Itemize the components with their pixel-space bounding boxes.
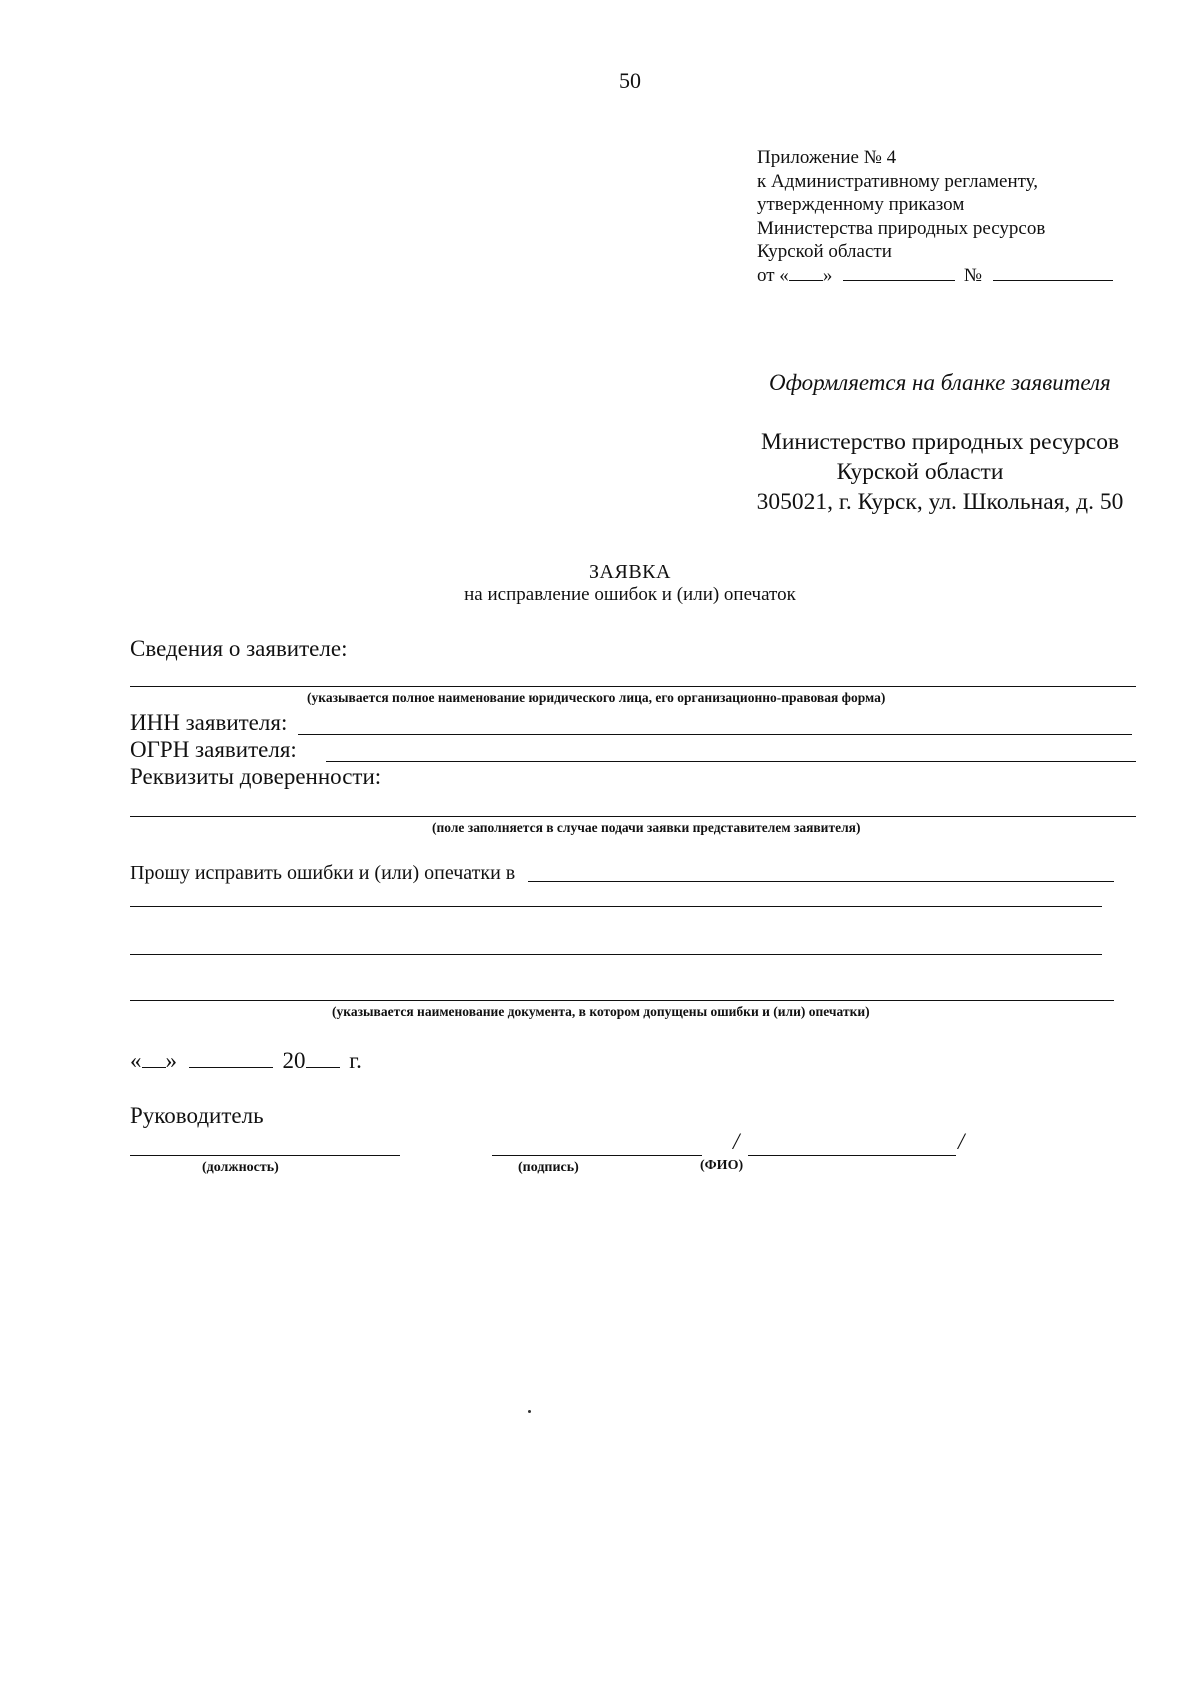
power-of-attorney-hint: (поле заполняется в случае подачи заявки представителем заявителя) [432,820,861,835]
letterhead-note: Оформляется на бланке заявителя [769,370,1111,395]
signature-hint: (подпись) [518,1160,579,1175]
ogrn-field[interactable] [326,761,1136,762]
date-mid: » [822,264,833,286]
appendix-block [757,146,1113,287]
date-year-suffix: г. [349,1048,362,1073]
document-title: ЗАЯВКА [589,561,671,583]
appendix-line-5: Курской области [757,241,892,262]
addressee-line-1: Министерство природных ресурсов [760,429,1120,455]
fio-slash-left: / [733,1129,740,1154]
signature-field[interactable] [492,1155,702,1156]
page-number: 50 [619,68,641,93]
request-field-3[interactable] [130,954,1102,955]
month-blank[interactable] [843,264,955,281]
date-day-blank[interactable] [142,1049,166,1068]
power-of-attorney-field[interactable] [130,816,1136,817]
addressee-line-2: Курской области [836,459,1004,485]
power-of-attorney-label: Реквизиты доверенности: [130,764,382,789]
fio-slash-right: / [958,1129,965,1154]
document-subtitle: на исправление ошибок и (или) опечаток [464,584,796,605]
date-prefix: от « [757,264,789,286]
date-close-quote: » [165,1048,177,1073]
fio-field[interactable] [748,1155,956,1156]
position-field[interactable] [130,1155,400,1156]
applicant-name-hint: (указывается полное наименование юридического лица, его организационно-правовая форма) [307,690,886,705]
appendix-line-2: к Административному регламенту, [757,170,1039,192]
appendix-date-line [757,264,1113,288]
appendix-line-1: Приложение № 4 [757,147,897,168]
number-blank[interactable] [993,264,1113,281]
fio-hint: (ФИО) [700,1158,744,1173]
request-text: Прошу исправить ошибки и (или) опечатки в [130,862,516,884]
position-hint: (должность) [202,1160,279,1175]
day-blank[interactable] [789,264,823,281]
applicant-name-field[interactable] [130,686,1136,687]
appendix-line-3: утвержденному приказом [757,194,965,215]
manager-heading: Руководитель [130,1103,264,1128]
date-open-quote: « [130,1048,142,1073]
applicant-heading: Сведения о заявителе: [130,636,348,661]
request-hint: (указывается наименование документа, в котором допущены ошибки и (или) опечатки) [332,1004,870,1019]
request-field-2[interactable] [130,906,1102,907]
inn-label: ИНН заявителя: [130,710,288,735]
addressee-block [740,427,1140,517]
appendix-line-4: Министерства природных ресурсов [757,217,1046,239]
date-year-blank[interactable] [306,1049,340,1068]
scan-speck [528,1410,531,1413]
date-month-blank[interactable] [189,1049,273,1068]
ogrn-label: ОГРН заявителя: [130,737,297,762]
inn-field[interactable] [298,734,1132,735]
request-field-1[interactable] [528,881,1114,882]
request-field-4[interactable] [130,1000,1114,1001]
date-line [130,1048,362,1074]
addressee-line-3: 305021, г. Курск, ул. Школьная, д. 50 [756,489,1124,515]
date-year-prefix: 20 [282,1048,306,1073]
number-sign: № [963,264,982,286]
